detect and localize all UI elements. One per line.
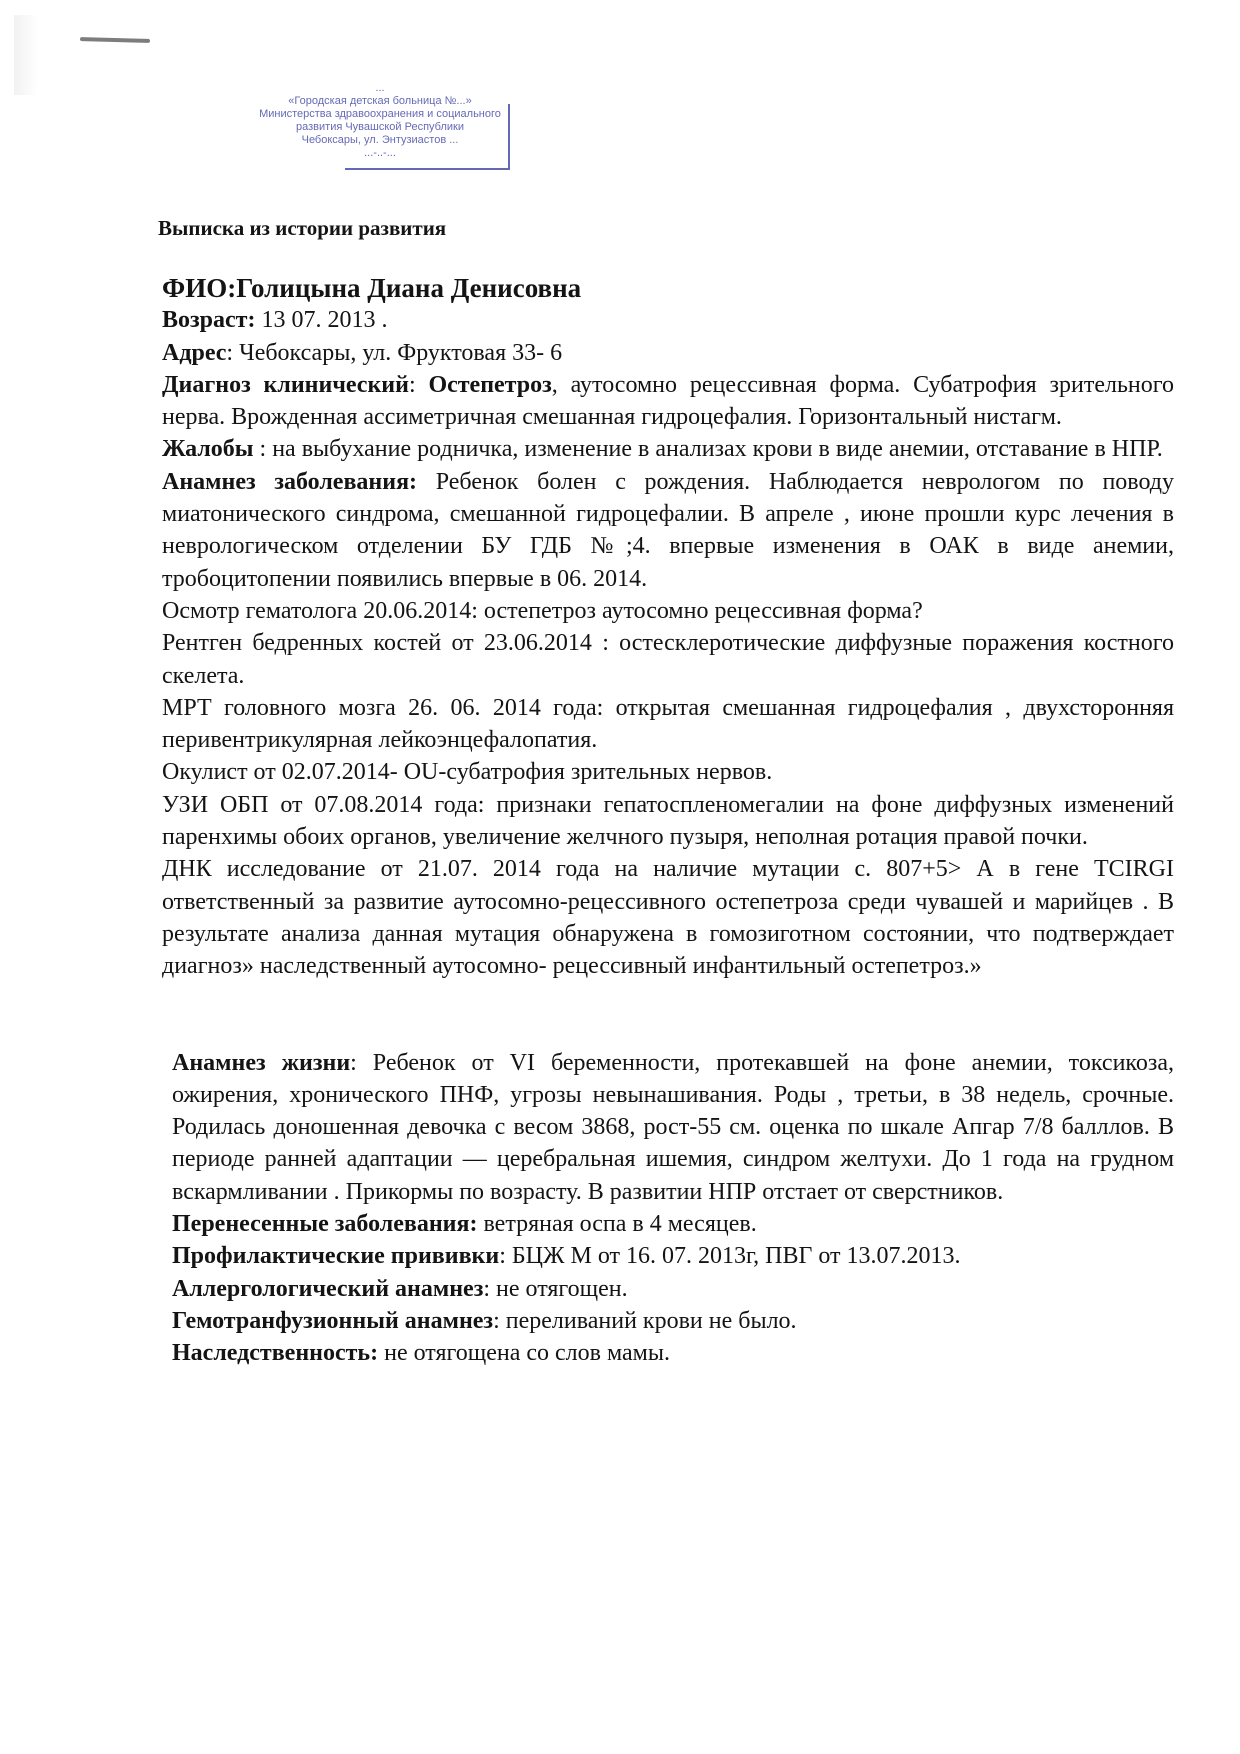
- address-row: [162, 337, 1174, 369]
- disease-history-label: Анамнез заболевания:: [162, 468, 418, 495]
- stamp-line: ...: [375, 82, 385, 94]
- allergy-row: [172, 1273, 1174, 1305]
- document-body: [162, 272, 1174, 1370]
- document-title: Выписка из истории развития: [158, 216, 447, 240]
- life-section: [172, 1047, 1174, 1370]
- stamp-line: Чебоксары, ул. Энтузиастов ...: [301, 134, 459, 146]
- section-gap: [162, 983, 1174, 1047]
- stamp-line: ...-..-...: [364, 147, 396, 159]
- diagnosis-row: [162, 369, 1174, 434]
- disease-history-value: Ребенок болен с рождения. Наблюдается неврологом по поводу миатонического синдрома, смешанной гидроцефалии. В апреле , июне прошли курс лечения в неврологическом отделении БУ ГДБ №;4. впервые изменения в ОАК в виде анемии, тробоцитопении появились впервые в 06. 2014.: [162, 468, 1174, 592]
- finding-oculist: Окулист от 02.07.2014- OU-субатрофия зрительных нервов.: [162, 759, 773, 786]
- past-diseases-value: ветряная оспа в 4 месяцев.: [477, 1211, 757, 1238]
- age-value: 13 07. 2013 .: [255, 307, 388, 334]
- complaints-label: Жалобы: [162, 436, 254, 463]
- heredity-label: Наследственность:: [172, 1340, 379, 1367]
- life-history-row: [172, 1047, 1174, 1208]
- diagnosis-value: , аутосомно рецессивная форма. Субатрофия зрительного нерва. Врожденная ассиметричная смешанная гидроцефалия. Горизонтальный нистагм.: [162, 371, 1174, 431]
- allergy-value: : не отягощен.: [483, 1275, 628, 1302]
- stamp-line: развития Чувашской Республики: [296, 121, 464, 133]
- fio-value: Голицына Диана Денисовна: [236, 273, 582, 303]
- age-label: Возраст:: [162, 307, 256, 334]
- past-diseases-label: Перенесенные заболевания:: [172, 1211, 478, 1238]
- finding-mri: МРТ головного мозга 26. 06. 2014 года: открытая смешанная гидроцефалия , двухсторонняя перивентрикулярная лейкоэнцефалопатия.: [162, 694, 1174, 754]
- life-history-label: Анамнез жизни: [172, 1049, 351, 1076]
- stamp-frame: [504, 104, 510, 168]
- staple-mark: [80, 37, 150, 43]
- finding-xray: Рентген бедренных костей от 23.06.2014 : остесклеротические диффузные поражения костного скелета.: [162, 630, 1174, 689]
- stamp-frame-bottom: [345, 168, 510, 170]
- heredity-row: [172, 1337, 1174, 1369]
- address-label: Адрес: [162, 339, 227, 366]
- complaints-value: : на выбухание родничка, изменение в анализах крови в виде анемии, отставание в НПР.: [253, 436, 1163, 463]
- vaccinations-label: Профилактические прививки: [172, 1243, 500, 1270]
- transfusion-value: : переливаний крови не было.: [493, 1307, 797, 1334]
- finding-hematologist: Осмотр гематолога 20.06.2014: остепетроз аутосомно рецессивная форма?: [162, 597, 923, 624]
- vaccinations-value: : БЦЖ М от 16. 07. 2013г, ПВГ от 13.07.2013.: [499, 1243, 961, 1270]
- stamp-line: Министерства здравоохранения и социального: [259, 108, 501, 120]
- allergy-label: Аллергологический анамнез: [172, 1275, 484, 1302]
- page-edge-shadow: [14, 15, 38, 95]
- stamp-line: «Городская детская больница №...»: [288, 95, 472, 107]
- clinic-stamp: [250, 82, 510, 172]
- age-row: [162, 304, 1174, 336]
- transfusion-row: [172, 1305, 1174, 1337]
- life-history-value: : Ребенок от VI беременности, протекавшей на фоне анемии, токсикоза, ожирения, хронического ПНФ, угрозы невынашивания. Роды , третьи, в 38 недель, срочные. Родилась доношенная девочка с весом 3868, рост-55 см. оценка по шкале Апгар 7/8 балллов. В периоде ранней адаптации — церебральная ишемия, синдром желтухи. До 1 года на грудном вскармливании . Прикормы по возрасту. В развитии НПР отстает от сверстников.: [172, 1049, 1174, 1205]
- fio-label: ФИО:: [162, 273, 237, 303]
- diagnosis-sep: :: [408, 371, 429, 398]
- diagnosis-main: Остепетроз: [428, 371, 552, 398]
- transfusion-label: Гемотранфузионный анамнез: [172, 1307, 494, 1334]
- finding-ultrasound: УЗИ ОБП от 07.08.2014 года: признаки гепатоспленомегалии на фоне диффузных изменений паренхимы обоих органов, увеличение желчного пузыря, неполная ротация правой почки.: [162, 791, 1174, 851]
- diagnosis-label: Диагноз клинический: [162, 371, 409, 398]
- finding-dna: ДНК исследование от 21.07. 2014 года на наличие мутации с. 807+5> А в гене TCIRGI ответственный за развитие аутосомно-рецессивного остепетроза среди чувашей и марийцев . В результате анализа данная мутация обнаружена в гомозиготном состоянии, что подтверждает диагноз» наследственный аутосомно- рецессивный инфантильный остепетроз.»: [162, 856, 1174, 980]
- heredity-value: не отягощена со слов мамы.: [378, 1340, 670, 1367]
- address-value: : Чебоксары, ул. Фруктовая 33- 6: [226, 339, 563, 366]
- disease-history-row: [162, 466, 1174, 595]
- vaccinations-row: [172, 1240, 1174, 1272]
- past-diseases-row: [172, 1208, 1174, 1240]
- complaints-row: [162, 433, 1174, 465]
- fio-row: [162, 272, 1174, 304]
